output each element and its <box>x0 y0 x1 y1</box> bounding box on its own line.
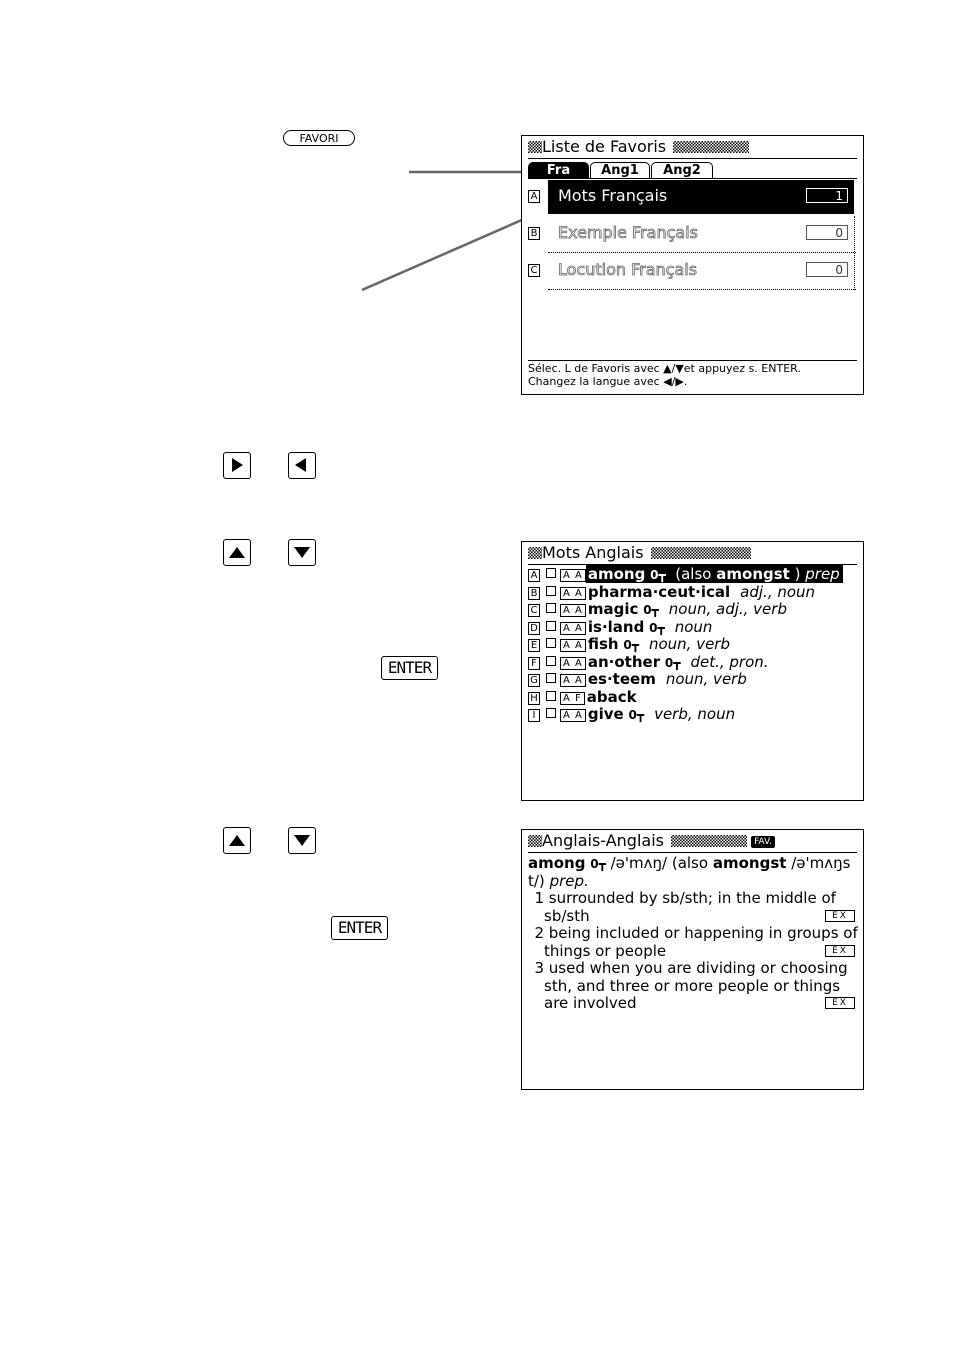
key-icon: 0┳ <box>664 655 681 670</box>
sense-3-continued: are involved <box>544 994 637 1012</box>
favorites-row-exemple-francais[interactable] <box>548 217 854 251</box>
favorite-badge: FAV. <box>751 836 775 848</box>
left-arrow-icon <box>295 458 306 472</box>
divider <box>528 158 857 159</box>
headword: pharma·ceut·ical <box>587 582 731 601</box>
up-arrow-key[interactable] <box>223 539 251 566</box>
row-separator <box>548 289 856 290</box>
scroll-indicator <box>854 216 855 290</box>
key-icon: 0┳ <box>643 603 659 617</box>
key-icon: 0┳ <box>650 568 666 582</box>
dictionary-tag: A A <box>560 674 586 687</box>
sense-1 <box>528 890 857 908</box>
row-count: 1 <box>806 188 848 203</box>
row-letter-a: A <box>528 190 540 203</box>
title-pattern <box>671 835 747 847</box>
tab-ang1[interactable]: Ang1 <box>590 162 650 178</box>
list-item[interactable] <box>528 619 712 636</box>
up-arrow-icon <box>229 547 245 558</box>
part-of-speech: prep. <box>549 871 589 890</box>
sense-number: 1 <box>534 889 544 907</box>
checkbox[interactable] <box>546 691 556 701</box>
sense-text: surrounded by sb/sth; in the middle of <box>548 889 836 907</box>
list-item[interactable] <box>528 689 637 706</box>
title-pattern <box>528 835 542 847</box>
dictionary-tag: A F <box>560 692 585 705</box>
definition-screen <box>521 829 864 1090</box>
screen-title <box>528 138 749 156</box>
row-letter: D <box>528 622 540 635</box>
sense-text: being included or happening in groups of <box>548 924 858 942</box>
list-item[interactable] <box>528 584 815 601</box>
checkbox[interactable] <box>546 586 556 596</box>
list-item[interactable] <box>528 671 747 688</box>
checkbox[interactable] <box>546 673 556 683</box>
row-letter: H <box>528 692 540 705</box>
headword: an·other <box>587 652 661 671</box>
key-icon: 0┳ <box>649 620 665 635</box>
checkbox[interactable] <box>546 603 556 613</box>
key-icon: 0┳ <box>590 857 606 871</box>
headword: give <box>587 705 624 723</box>
part-of-speech: noun, verb <box>665 670 747 688</box>
sense-number: 2 <box>534 924 544 942</box>
row-letter: A <box>528 569 540 582</box>
tab-fra[interactable]: Fra <box>528 162 589 178</box>
part-of-speech: noun, verb <box>648 635 730 653</box>
dictionary-tag: A A <box>560 709 586 722</box>
row-letter: E <box>528 639 540 652</box>
pronunciation-end: t/) <box>528 871 545 890</box>
row-letter: I <box>528 709 540 722</box>
up-arrow-icon <box>229 835 245 846</box>
right-arrow-key[interactable] <box>223 452 251 479</box>
row-letter: F <box>528 657 540 670</box>
title-pattern <box>528 547 542 559</box>
headword: fish <box>587 635 619 653</box>
checkbox[interactable] <box>546 708 556 718</box>
row-letter: C <box>528 604 540 617</box>
help-divider <box>528 360 857 361</box>
sense-number: 3 <box>534 959 544 977</box>
extra-close: ) <box>794 565 801 583</box>
sense-2 <box>528 925 857 943</box>
title-pattern <box>673 141 749 153</box>
enter-key-2[interactable]: ENTER <box>331 916 388 940</box>
row-count: 0 <box>806 262 848 277</box>
screen-title-text: Liste de Favoris <box>542 137 667 156</box>
checkbox[interactable] <box>546 568 556 578</box>
alternate-headword: amongst <box>712 854 787 872</box>
favorites-row-mots-francais[interactable] <box>548 180 854 214</box>
left-arrow-key[interactable] <box>288 452 316 479</box>
sense-2-continued: things or people <box>544 941 667 960</box>
row-letter-b: B <box>528 227 540 240</box>
up-arrow-key-2[interactable] <box>223 827 251 854</box>
down-arrow-icon <box>294 547 310 558</box>
dictionary-tag: A A <box>560 657 586 670</box>
sense-text: used when you are dividing or choosing <box>548 959 848 977</box>
dictionary-tag: A A <box>560 622 586 635</box>
part-of-speech: adj., noun <box>740 582 816 601</box>
part-of-speech: det., pron. <box>690 652 769 671</box>
alternate-pronunciation: /ə'mʌŋs <box>791 854 851 872</box>
headword: among <box>528 854 586 872</box>
checkbox[interactable] <box>546 656 556 666</box>
dictionary-tag: A A <box>560 587 586 600</box>
screen-title <box>528 832 775 850</box>
screen-title <box>528 544 751 562</box>
down-arrow-key-2[interactable] <box>288 827 316 854</box>
key-icon: 0┳ <box>628 708 645 722</box>
part-of-speech: prep <box>805 565 840 583</box>
checkbox[interactable] <box>546 638 556 648</box>
headword: among <box>587 565 646 583</box>
tab-ang2[interactable]: Ang2 <box>651 162 713 178</box>
tab-baseline <box>528 178 857 179</box>
help-line-1: Sélec. L de Favoris avec ▲/▼et appuyez s. ENTER. <box>528 362 801 375</box>
extra-word: amongst <box>716 565 790 583</box>
example-button[interactable]: EX <box>825 997 855 1009</box>
list-item[interactable] <box>528 654 769 671</box>
row-label: Mots Français <box>558 186 668 205</box>
row-separator <box>548 252 856 253</box>
list-item[interactable] <box>528 636 730 653</box>
headword: is·land <box>587 617 645 636</box>
part-of-speech: verb, noun <box>654 705 736 723</box>
down-arrow-icon <box>294 835 310 846</box>
example-button[interactable]: EX <box>825 910 855 922</box>
english-words-screen <box>521 541 864 801</box>
example-button[interactable]: EX <box>825 945 855 957</box>
pronunciation: /ə'mʌŋ/ (also <box>610 854 709 872</box>
checkbox[interactable] <box>546 621 556 631</box>
right-arrow-icon <box>232 458 243 472</box>
highlight <box>586 565 843 583</box>
row-label: Exemple Français <box>558 223 698 242</box>
dictionary-tag: A A <box>560 569 586 582</box>
title-pattern <box>651 547 751 559</box>
title-pattern <box>528 141 542 153</box>
dictionary-tag: A A <box>560 639 586 652</box>
enter-key[interactable]: ENTER <box>381 656 438 680</box>
favori-key[interactable]: FAVORI <box>283 130 355 146</box>
row-letter: G <box>528 674 540 687</box>
extra-text: (also <box>675 565 712 583</box>
screen-title-text: Anglais-Anglais <box>542 831 664 850</box>
divider <box>528 852 857 853</box>
down-arrow-key[interactable] <box>288 539 316 566</box>
row-label: Locution Français <box>558 260 698 279</box>
list-item[interactable] <box>528 601 787 618</box>
key-icon: 0┳ <box>623 638 639 652</box>
screen-title-text: Mots Anglais <box>542 543 644 562</box>
part-of-speech: noun <box>674 617 713 636</box>
headword: es·teem <box>587 670 656 688</box>
row-count: 0 <box>806 225 848 240</box>
favorites-row-locution-francais[interactable] <box>548 254 854 288</box>
list-item[interactable] <box>528 566 843 583</box>
list-item[interactable] <box>528 706 735 723</box>
row-letter: B <box>528 587 540 600</box>
sense-1-continued: sb/sth <box>544 906 590 925</box>
dictionary-tag: A A <box>560 604 586 617</box>
sense-3 <box>528 960 857 978</box>
sense-3-continued: sth, and three or more people or things <box>544 976 841 995</box>
headword: aback <box>586 687 637 706</box>
headword: magic <box>587 600 639 618</box>
help-line-2: Changez la langue avec ◀/▶. <box>528 375 688 388</box>
row-letter-c: C <box>528 264 540 277</box>
favorites-list-screen <box>521 135 864 395</box>
part-of-speech: noun, adj., verb <box>668 600 787 618</box>
entry-header-continued <box>528 873 857 891</box>
